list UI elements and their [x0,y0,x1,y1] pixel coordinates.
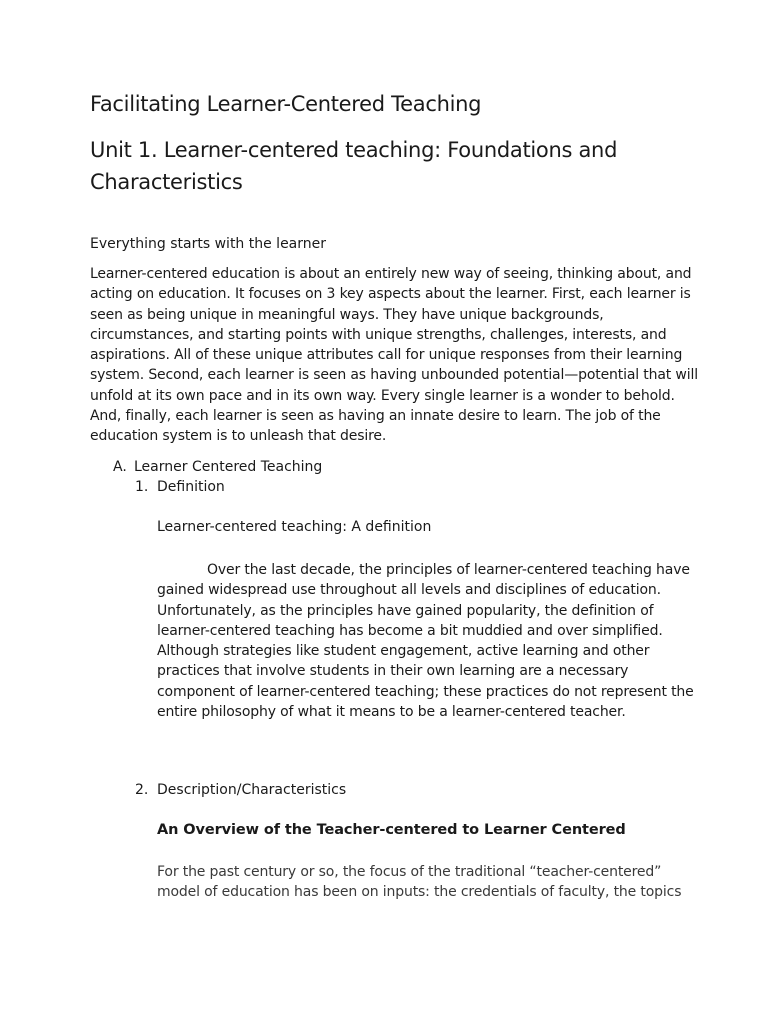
overview-heading: An Overview of the Teacher-centered to Learner Centered [157,822,626,838]
intro-line: Learner-centered education is about an entirely new way of seeing, thinking about, and [90,266,692,282]
intro-line: circumstances, and starting points with unique strengths, challenges, interests, and [90,326,667,343]
definition-line-text: Over the last decade, the principles of learner-centered teaching have [207,562,690,578]
section-heading: Everything starts with the learner [90,236,327,252]
overview-paragraph [157,862,687,903]
intro-line: unfold at its own pace and in its own way. Every single learner is a wonder to behold. [90,387,675,404]
overview-line: model of education has been on inputs: the credentials of faculty, the topics [157,884,682,901]
definition-line: practices that involve students in their own learning are a necessary [157,663,629,680]
list-item-a [113,459,322,475]
definition-line: Although strategies like student engagement, active learning and other [157,643,650,660]
list-marker: 1. [135,479,149,495]
list-item-label: Definition [157,479,225,495]
definition-heading: Learner-centered teaching: A definition [157,519,432,535]
intro-line: system. Second, each learner is seen as having unbounded potential—potential that will [90,367,698,384]
intro-line: education system is to unleash that desire. [90,428,387,445]
list-item-1 [135,479,225,495]
definition-line: learner-centered teaching has become a bit muddied and over simplified. [157,622,663,639]
intro-paragraph [90,264,698,447]
document-title: Facilitating Learner-Centered Teaching [90,92,482,116]
definition-line: component of learner-centered teaching; these practices do not represent the [157,683,694,700]
definition-paragraph [157,560,694,722]
list-marker: A. [113,459,127,475]
definition-line: Unfortunately, as the principles have gained popularity, the definition of [157,602,654,619]
list-item-label: Learner Centered Teaching [134,459,323,475]
intro-line: acting on education. It focuses on 3 key aspects about the learner. First, each learner is [90,286,691,303]
intro-line: aspirations. All of these unique attributes call for unique responses from their learning [90,347,683,364]
definition-line [157,560,690,580]
list-item-2 [135,782,346,798]
intro-line: And, finally, each learner is seen as having an innate desire to learn. The job of the [90,408,661,425]
unit-title: Unit 1. Learner-centered teaching: Foundations and Characteristics [90,138,618,194]
definition-line: gained widespread use throughout all levels and disciplines of education. [157,582,661,599]
list-marker: 2. [135,782,149,798]
list-item-label: Description/Characteristics [157,782,347,798]
intro-line: seen as being unique in meaningful ways. They have unique backgrounds, [90,306,604,323]
definition-line: entire philosophy of what it means to be a learner-centered teacher. [157,704,626,721]
overview-line: For the past century or so, the focus of the traditional “teacher-centered” [157,864,662,880]
